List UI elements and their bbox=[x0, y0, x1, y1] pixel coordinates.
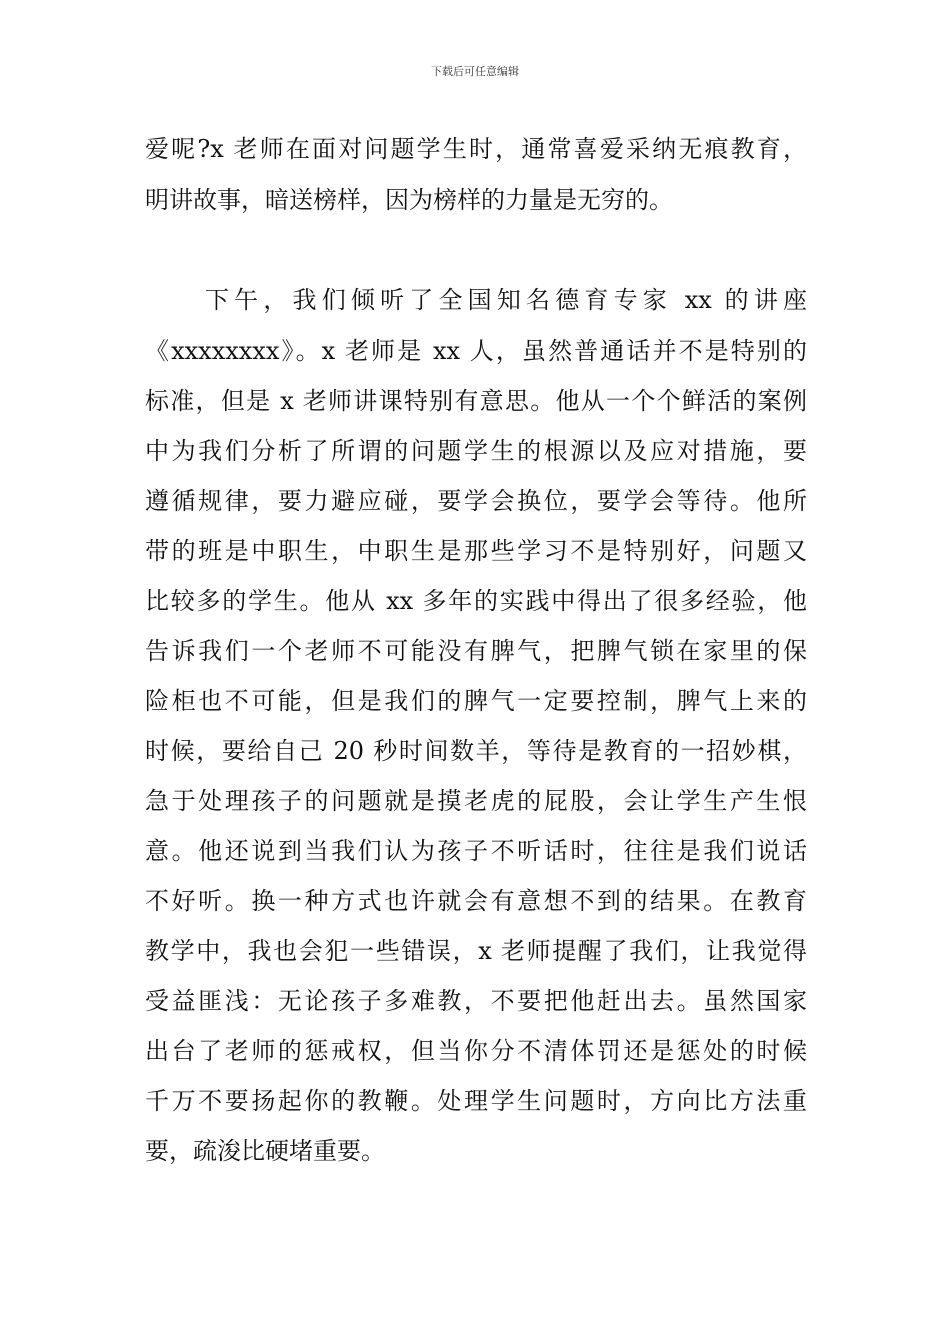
page-header: 下载后可任意编辑 bbox=[431, 65, 519, 78]
paragraph-1-line-2: 明讲故事，暗送榜样，因为榜样的力量是无穷的。 bbox=[145, 186, 673, 214]
paragraph-2-line-1: 下午，我们倾听了全国知名德育专家 xx 的讲座 bbox=[205, 286, 807, 314]
paragraph-2-line-2: 《xxxxxxxx》。x 老师是 xx 人，虽然普通话并不是特别的 bbox=[145, 337, 807, 365]
paragraph-2-line-14: 教学中，我也会犯一些错误，x 老师提醒了我们，让我觉得 bbox=[145, 937, 807, 965]
paragraph-2-line-8: 告诉我们一个老师不可能没有脾气，把脾气锁在家里的保 bbox=[145, 637, 807, 665]
paragraph-2-line-12: 意。他还说到当我们认为孩子不听话时，往往是我们说话 bbox=[145, 837, 807, 865]
paragraph-2-line-7: 比较多的学生。他从 xx 多年的实践中得出了很多经验，他 bbox=[145, 587, 807, 615]
paragraph-2-line-15: 受益匪浅：无论孩子多难教，不要把他赶出去。虽然国家 bbox=[145, 987, 807, 1015]
paragraph-2-line-5: 遵循规律，要力避应碰，要学会换位，要学会等待。他所 bbox=[145, 487, 807, 515]
paragraph-2-line-16: 出台了老师的惩戒权，但当你分不清体罚还是惩处的时候 bbox=[145, 1037, 807, 1065]
paragraph-2-line-9: 险柜也不可能，但是我们的脾气一定要控制，脾气上来的 bbox=[145, 687, 807, 715]
paragraph-2-line-4: 中为我们分析了所谓的问题学生的根源以及应对措施，要 bbox=[145, 437, 807, 465]
paragraph-2-line-11: 急于处理孩子的问题就是摸老虎的屁股，会让学生产生恨 bbox=[145, 787, 807, 815]
paragraph-2-line-3: 标准，但是 x 老师讲课特别有意思。他从一个个鲜活的案例 bbox=[145, 387, 807, 415]
paragraph-1-line-1: 爱呢?x 老师在面对问题学生时，通常喜爱采纳无痕教育， bbox=[145, 135, 807, 163]
paragraph-2-line-17: 千万不要扬起你的教鞭。处理学生问题时，方向比方法重 bbox=[145, 1087, 807, 1115]
paragraph-2-line-6: 带的班是中职生，中职生是那些学习不是特别好，问题又 bbox=[145, 537, 807, 565]
paragraph-2-line-10: 时候，要给自己 20 秒时间数羊，等待是教育的一招妙棋， bbox=[145, 737, 807, 765]
paragraph-2-line-13: 不好听。换一种方式也许就会有意想不到的结果。在教育 bbox=[145, 887, 807, 915]
paragraph-2-line-18: 要，疏浚比硬堵重要。 bbox=[145, 1137, 385, 1165]
